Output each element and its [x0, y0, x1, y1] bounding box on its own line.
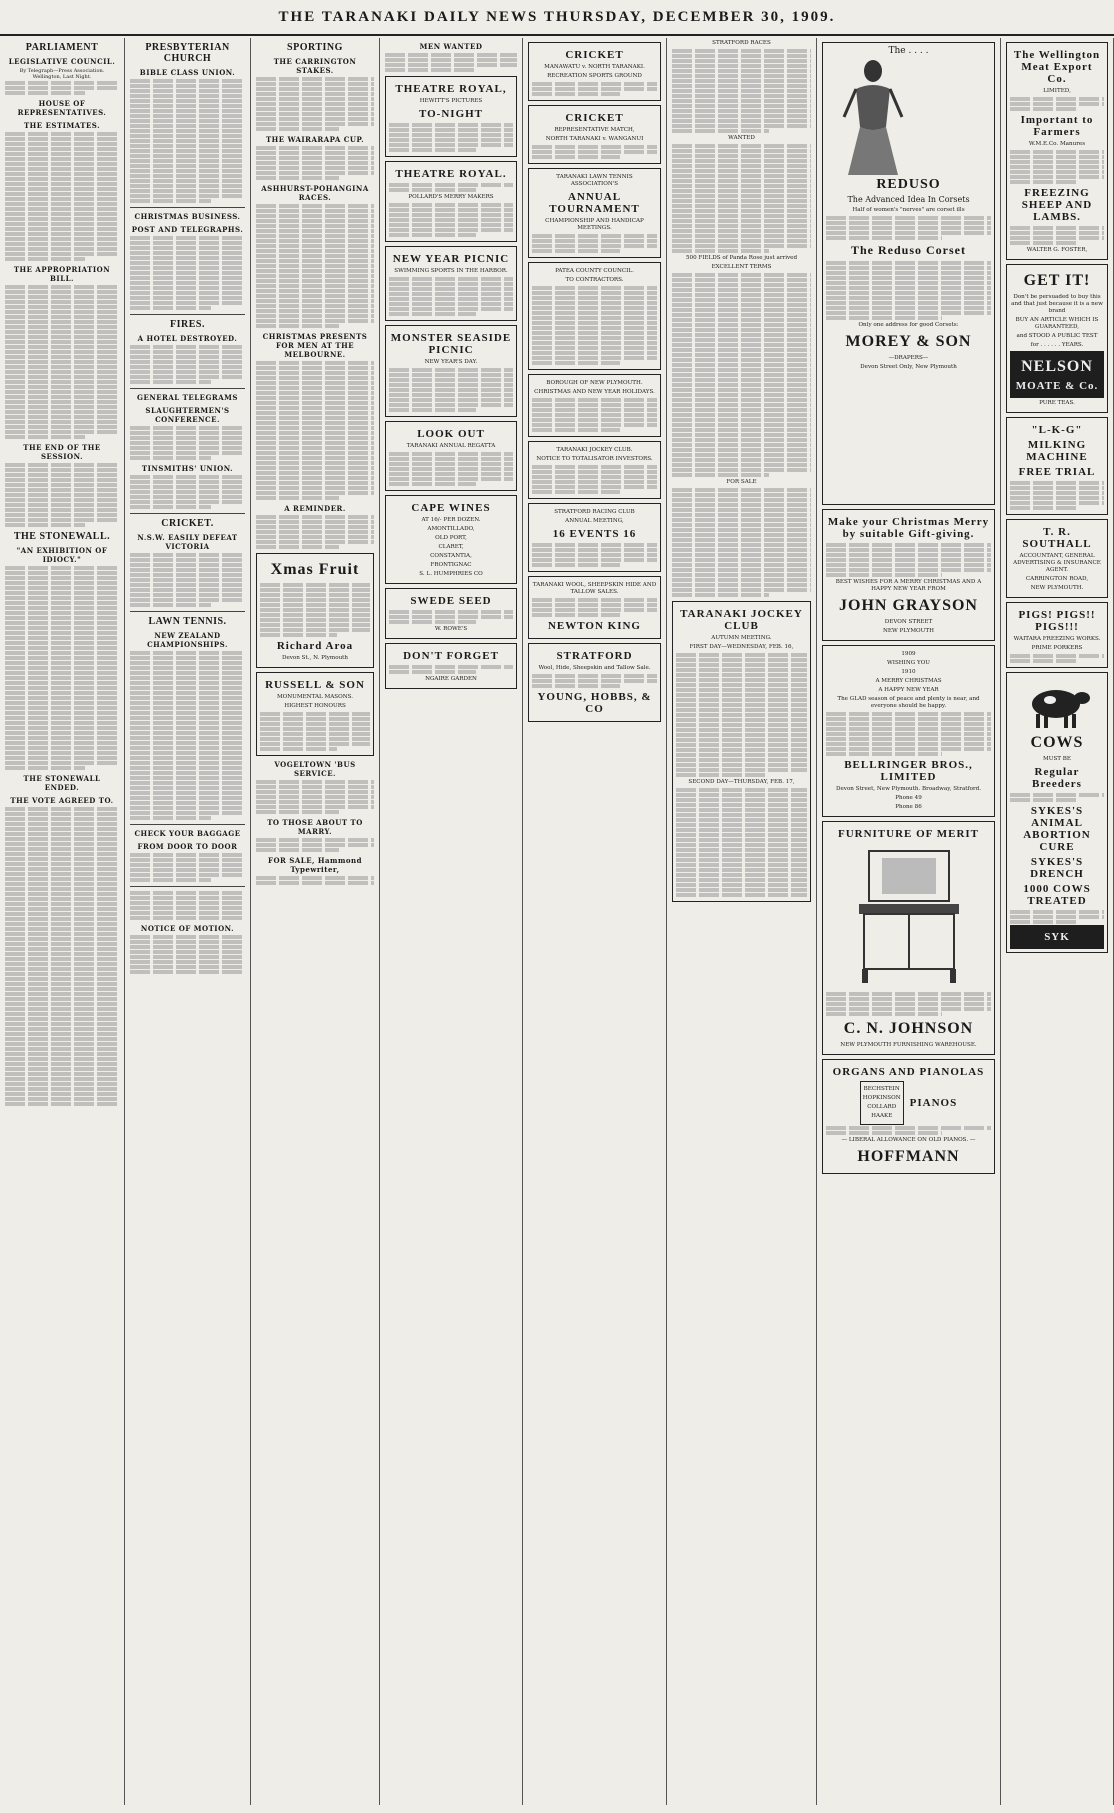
buy-article: BUY AN ARTICLE WHICH IS GUARANTEED, [1015, 317, 1099, 330]
thousand-cows: 1000 COWS TREATED [1023, 883, 1091, 907]
wishing-you: WISHING YOU [886, 660, 930, 666]
wool-hide-sale: Wool, Hide, Sheepskin and Tallow Sale. [538, 665, 651, 671]
reduso-half: Half of women's "nerves" are corset ills [852, 207, 965, 213]
rowes: W. ROWE'S [434, 626, 468, 632]
heading-exhibition-idiocy: "AN EXHIBITION OF IDIOCY." [16, 546, 108, 564]
ad-regatta [385, 421, 517, 491]
wine-1: AMONTILLADO, [427, 526, 475, 532]
wine-3: CLARET, [438, 544, 464, 550]
grayson-newplym: NEW PLYMOUTH [883, 628, 934, 634]
heading-appropriation-bill: THE APPROPRIATION BILL. [13, 265, 111, 283]
new-plymouth: NEW PLYMOUTH. [1030, 585, 1084, 591]
heading-stonewall-ended: THE STONEWALL ENDED. [23, 774, 101, 792]
rep-match: REPRESENTATIVE MATCH, [554, 127, 635, 133]
heading-hotel-destroyed: A HOTEL DESTROYED. [137, 334, 238, 343]
russell-title: RUSSELL & SON [265, 679, 365, 691]
organs-pianolas: ORGANS AND PIANOLAS [832, 1066, 985, 1078]
lkg: "L-K-G" [1031, 424, 1083, 436]
cape-price: AT 16/- PER DOZEN. [421, 517, 481, 523]
tonight: TO-NIGHT [418, 108, 484, 120]
swimming-sports: SWIMMING SPORTS IN THE HARBOR. [394, 268, 508, 274]
rep-match-2: NORTH TARANAKI v. WANGANUI [545, 136, 644, 142]
heading-sporting: SPORTING [287, 42, 343, 53]
recreation-ground: RECREATION SPORTS GROUND [547, 73, 642, 79]
bellringer-phone-1: Phone 49 [895, 795, 922, 801]
swede-seed: SWEDE SEED [410, 595, 492, 607]
heading-vogeltown: VOGELTOWN 'BUS SERVICE. [274, 760, 356, 778]
ad-cricket-1 [528, 42, 661, 101]
ad-patea [528, 262, 661, 370]
annual-tournament: ANNUAL TOURNAMENT [549, 191, 640, 215]
heading-door-to-door: FROM DOOR TO DOOR [137, 842, 238, 851]
heading-men-wanted: MEN WANTED [419, 42, 483, 51]
pianos: PIANOS [909, 1097, 958, 1109]
morey-son: MOREY & SON [845, 333, 972, 350]
column-entertainment [380, 38, 523, 1805]
column-display-ads [817, 38, 1000, 1805]
russell-sub: MONUMENTAL MASONS. [276, 694, 354, 700]
reduso-corset-heading: The Reduso Corset [851, 243, 966, 257]
hewitt-pictures: HEWITT'S PICTURES [419, 98, 483, 104]
reduso-the: The . . . . [888, 46, 929, 56]
wine-5: FRONTIGNAC [430, 562, 472, 568]
bellringer-address: Devon Street, New Plymouth. Broadway, Stratford. [835, 786, 982, 792]
merry-gift: Make your Christmas Merry by suitable Gift-giving. [827, 516, 990, 540]
patea-council: PATEA COUNTY COUNCIL. [555, 268, 634, 274]
second-day: SECOND DAY—THURSDAY, FEB. 17, [688, 779, 795, 785]
ad-russell [256, 672, 374, 756]
stratford-races: STRATFORD RACES [712, 40, 771, 46]
contractors: TO CONTRACTORS. [565, 277, 624, 283]
newton-king: NEWTON KING [547, 620, 641, 632]
bellringer-bros: BELLRINGER BROS., LIMITED [844, 759, 973, 783]
reduso-name: REDUSO [876, 177, 941, 192]
wish-year-1910: 1910 [901, 669, 916, 675]
wish-year-1909: 1909 [901, 651, 916, 657]
southall: T. R. SOUTHALL [1022, 526, 1092, 550]
ad-theatre-royal-1 [385, 76, 517, 157]
wine-4: CONSTANTIA, [430, 553, 472, 559]
ad-xmas-fruit [256, 553, 374, 668]
waitara-works: WAITARA FREEZING WORKS. [1013, 636, 1101, 642]
cricket-1: CRICKET [565, 49, 624, 61]
ad-hoffmann [822, 1059, 995, 1174]
theatre-royal-1: THEATRE ROYAL, [395, 83, 507, 95]
humphries: S. L. HUMPHRIES CO [419, 571, 483, 577]
nelson: NELSON [1021, 358, 1093, 375]
heading-notice-motion: NOTICE OF MOTION. [140, 924, 235, 933]
column-notices [523, 38, 667, 1805]
heading-parliament: PARLIAMENT [25, 42, 99, 53]
pure-teas: PURE TEAS. [1039, 400, 1075, 406]
heading-presbyterian: PRESBYTERIAN CHURCH [145, 42, 230, 64]
ngaire-garden: NGAIRE GARDEN [425, 676, 477, 682]
ad-get-it [1006, 264, 1108, 413]
ad-stratford-wool [528, 643, 661, 722]
johnson-warehouse: NEW PLYMOUTH FURNISHING WAREHOUSE. [840, 1042, 977, 1048]
regular-breeders: Regular Breeders [1032, 766, 1082, 790]
ad-jockey-autumn [672, 601, 811, 902]
ad-swede-seed [385, 588, 517, 639]
column-classifieds [667, 38, 817, 1805]
ad-grayson [822, 509, 995, 641]
public-test: and STOOD A PUBLIC TEST [1016, 333, 1098, 339]
ad-pigs [1006, 602, 1108, 668]
dont-forget: DON'T FORGET [403, 650, 499, 662]
ad-wool-sales [528, 576, 661, 639]
sixteen-events: 16 EVENTS 16 [552, 528, 637, 540]
milking-machine: MILKING MACHINE [1026, 439, 1088, 463]
grayson-devon: DEVON STREET [884, 619, 933, 625]
moate-co: MOATE & Co. [1015, 380, 1099, 392]
ad-dont-forget [385, 643, 517, 689]
cn-johnson: C. N. JOHNSON [843, 1020, 974, 1037]
maker-3: COLLARD [867, 1104, 897, 1110]
pigs: PIGS! PIGS!! PIGS!!! [1018, 609, 1096, 633]
maker-2: HOPKINSON [862, 1095, 901, 1101]
ad-lawn-tennis [528, 168, 661, 258]
cricket-2: CRICKET [565, 112, 624, 124]
wool-sales: TARANAKI WOOL, SHEEPSKIN HIDE AND TALLOW SALES. [532, 582, 657, 595]
heading-fires: FIRES. [170, 319, 205, 330]
ad-jockey-club [528, 441, 661, 499]
heading-stonewall: THE STONEWALL. [13, 531, 111, 542]
ad-borough [528, 374, 661, 437]
cow-illustration [1022, 678, 1092, 730]
sykes-drench: SYKES'S DRENCH [1030, 856, 1084, 880]
happy-new-year: A HAPPY NEW YEAR [878, 687, 939, 693]
best-wishes: BEST WISHES FOR A MERRY CHRISTMAS AND A HAPPY NEW YEAR FROM [835, 579, 982, 592]
ad-lkg [1006, 417, 1108, 515]
heading-general-telegrams: GENERAL TELEGRAMS [137, 393, 238, 402]
young-hobbs: YOUNG, HOBBS, & CO [537, 691, 652, 715]
must-be: MUST BE [1043, 756, 1071, 762]
liberal-allowance: — LIBERAL ALLOWANCE ON OLD PIANOS. — [841, 1137, 976, 1143]
free-trial: FREE TRIAL [1018, 466, 1096, 478]
bellringer-phone-2: Phone 86 [895, 804, 922, 810]
jockey-club: TARANAKI JOCKEY CLUB. [556, 447, 633, 453]
heading-wairarapa-cup: THE WAIRARAPA CUP. [265, 135, 365, 144]
heading-christmas-presents: CHRISTMAS PRESENTS FOR MEN AT THE MELBOURNE. [262, 332, 368, 359]
important-farmers: Important to Farmers [1020, 114, 1094, 138]
ad-reduso [822, 42, 995, 505]
ad-cricket-2 [528, 105, 661, 164]
xmas-fruit-title: Xmas Fruit [270, 561, 360, 578]
champ-meetings: CHAMPIONSHIP AND HANDICAP MEETINGS. [545, 218, 644, 231]
ad-monster-picnic [385, 325, 517, 417]
corset-lady-illustration [826, 57, 921, 177]
glad-season: The GLAD season of peace and plenty is near, and everyone should be happy. [837, 696, 980, 709]
heading-tinsmiths: TINSMITHS' UNION. [141, 464, 234, 473]
maker-1: BECHSTEIN [863, 1086, 900, 1092]
look-out: LOOK OUT [417, 428, 485, 440]
heading-typewriter: FOR SALE, Hammond Typewriter, [267, 856, 363, 874]
heading-post-telegraphs: POST AND TELEGRAPHS. [131, 225, 244, 234]
get-it: GET IT! [1023, 272, 1091, 289]
john-grayson: JOHN GRAYSON [839, 597, 978, 614]
first-day: FIRST DAY—WEDNESDAY, FEB. 16, [689, 644, 794, 650]
heading-marry: TO THOSE ABOUT TO MARRY. [267, 818, 363, 836]
meat-export: The Wellington Meat Export Co. [1013, 49, 1101, 85]
heading-cricket: CRICKET. [161, 518, 214, 529]
sykes-abortion: SYKES'S ANIMAL ABORTION CURE [1023, 805, 1091, 853]
heading-slaughtermen: SLAUGHTERMEN'S CONFERENCE. [145, 406, 230, 424]
russell-award: HIGHEST HONOURS [284, 703, 346, 709]
autumn-meeting: AUTUMN MEETING. [711, 635, 772, 641]
column-presbyterian [125, 38, 251, 1805]
new-years-day: NEW YEAR'S DAY. [424, 359, 478, 365]
cape-wines: CAPE WINES [411, 502, 491, 514]
ad-johnson-furniture [822, 821, 995, 1055]
for-sale: FOR SALE [726, 479, 757, 485]
heading-lawn-tennis: LAWN TENNIS. [148, 616, 227, 627]
ad-meat-export [1006, 42, 1108, 260]
persuaded: Don't be persuaded to buy this and that just because it is a new brand [1011, 294, 1103, 314]
richard-address: Devon St., N. Plymouth [281, 655, 349, 661]
lawn-tennis: TARANAKI LAWN TENNIS ASSOCIATION'S [556, 174, 633, 187]
column-sporting [251, 38, 380, 1805]
syk-fragment: SYK [1044, 931, 1070, 943]
cows: COWS [1030, 734, 1084, 751]
holidays: CHRISTMAS AND NEW YEAR HOLIDAYS. [534, 389, 655, 395]
meat-limited: LIMITED, [1043, 88, 1071, 94]
heading-christmas-business: CHRISTMAS BUSINESS. [134, 212, 241, 221]
ad-new-year-picnic [385, 246, 517, 321]
totalisator: NOTICE TO TOTALISATOR INVESTORS. [536, 456, 653, 462]
fields-panda: 500 FIELDS of Panda Rose just arrived [685, 255, 798, 261]
pollards: POLLARD'S MERRY MAKERS [408, 194, 494, 200]
jockey-club-2: TARANAKI JOCKEY CLUB [680, 608, 803, 632]
wmec-manures: W.M.E.Co. Manures [1028, 141, 1086, 147]
furniture-merit: FURNITURE OF MERIT [837, 828, 980, 840]
ad-southall [1006, 519, 1108, 598]
stratford: STRATFORD [556, 650, 633, 662]
monster-picnic: MONSTER SEASIDE PICNIC [390, 332, 512, 356]
walter-foster: WALTER G. FOSTER, [1026, 247, 1088, 253]
annual-meeting: ANNUAL MEETING, [565, 518, 624, 524]
carrington-road: CARRINGTON ROAD, [1025, 576, 1089, 582]
new-year-picnic: NEW YEAR PICNIC [392, 253, 510, 265]
theatre-royal-2: THEATRE ROYAL. [395, 168, 507, 180]
ad-sykes [1006, 672, 1108, 953]
heading-nsw-victoria: N.S.W. EASILY DEFEAT VICTORIA [137, 533, 238, 551]
accountant: ACCOUNTANT, GENERAL ADVERTISING & INSURANCE AGENT. [1013, 553, 1101, 573]
heading-estimates: THE ESTIMATES. [23, 121, 101, 130]
heading-reminder: A REMINDER. [284, 504, 346, 513]
heading-check-baggage: CHECK YOUR BAGGAGE [134, 829, 241, 838]
reduso-only-address: Only one address for good Corsets: [858, 322, 959, 328]
richard-aroa: Richard Aroa [276, 640, 354, 652]
regatta: TARANAKI ANNUAL REGATTA [406, 443, 496, 449]
ad-theatre-royal-2 [385, 161, 517, 242]
ad-stratford-racing [528, 503, 661, 572]
years: for . . . . . . YEARS. [1030, 342, 1084, 348]
freezing-sheep: FREEZING SHEEP AND LAMBS. [1021, 187, 1093, 223]
reduso-advanced: The Advanced Idea In Corsets [847, 195, 970, 204]
manawatu: MANAWATU v. NORTH TARANAKI. [544, 64, 645, 70]
dateline: By Telegraph—Press Association. Wellington, Last Night. [19, 68, 105, 80]
heading-vote-agreed: THE VOTE AGREED TO. [10, 796, 114, 805]
ad-bellringer [822, 645, 995, 817]
heading-ashhurst-races: ASHHURST-POHANGINA RACES. [261, 184, 369, 202]
sideboard-illustration [854, 846, 964, 986]
morey-drapers: —DRAPERS— [888, 355, 929, 361]
heading-carrington-stakes: THE CARRINGTON STAKES. [273, 57, 357, 75]
column-right-ads [1000, 38, 1114, 1805]
prime-porkers: PRIME PORKERS [1031, 645, 1083, 651]
maker-4: HAAKE [871, 1113, 893, 1119]
heading-nz-championships: NEW ZEALAND CHAMPIONSHIPS. [147, 631, 228, 649]
column-parliament [0, 38, 125, 1805]
ad-cape-wines [385, 495, 517, 584]
heading-bible-class: BIBLE CLASS UNION. [139, 68, 236, 77]
merry-christmas: A MERRY CHRISTMAS [875, 678, 942, 684]
stratford-racing: STRATFORD RACING CLUB [554, 509, 635, 515]
wanted: WANTED [728, 135, 755, 141]
heading-legislative-council: LEGISLATIVE COUNCIL. [8, 57, 116, 66]
hoffmann: HOFFMANN [857, 1148, 960, 1165]
heading-house: HOUSE OF REPRESENTATIVES. [17, 99, 107, 117]
borough: BOROUGH OF NEW PLYMOUTH. [546, 380, 643, 386]
masthead [0, 0, 1114, 36]
morey-devon: Devon Street Only, New Plymouth [860, 364, 957, 370]
heading-end-session: THE END OF THE SESSION. [23, 443, 101, 461]
masthead-title: THE TARANAKI DAILY NEWS THURSDAY, DECEMBER 30, 1909. [278, 8, 836, 25]
excellent-terms: EXCELLENT TERMS [711, 264, 772, 270]
wine-2: OLD PORT, [435, 535, 467, 541]
